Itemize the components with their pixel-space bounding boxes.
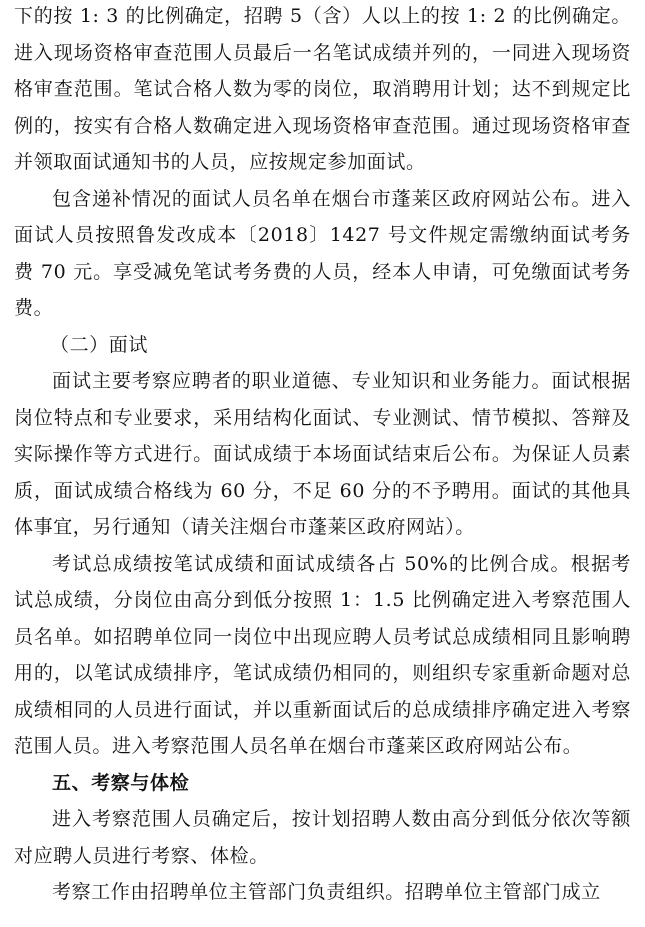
subheading-interview: （二）面试 <box>50 333 149 356</box>
paragraph-inspection-organization: 考察工作由招聘单位主管部门负责组织。招聘单位主管部门成立 <box>52 881 601 903</box>
section-heading-inspection: 五、考察与体检 <box>52 771 190 794</box>
paragraph-interview-content: 面试主要考察应聘者的职业道德、专业知识和业务能力。面试根据岗位特点和专业要求，采用结构化面试、专业测试、情节模拟、答辩及实际操作等方式进行。面试成绩于本场面试结束后公布。为保证人员素质，面试成绩合格线为 60 分，不足 60 分的不予聘用。面试的其他具体事宜，另行通知（请关注烟台市蓬莱区政府网站）。 <box>14 370 631 538</box>
paragraph-interview-list: 包含递补情况的面试人员名单在烟台市蓬莱区政府网站公布。进入面试人员按照鲁发改成本〔2018〕1427 号文件规定需缴纳面试考务费 70 元。享受减免笔试考务费的人员，经本人申请，可免缴面试考务费。 <box>14 187 631 319</box>
paragraph-total-score: 考试总成绩按笔试成绩和面试成绩各占 50%的比例合成。根据考试总成绩，分岗位由高分到低分按照 1：1.5 比例确定进入考察范围人员名单。如招聘单位同一岗位中出现应聘人员考试总成绩相同且影响聘用的，以笔试成绩排序，笔试成绩仍相同的，则组织专家重新命题对总成绩相同的人员进行面试，并以重新面试后的总成绩排序确定进入考察范围人员。进入考察范围人员名单在烟台市蓬莱区政府网站公布。 <box>14 552 631 757</box>
paragraph-inspection: 进入考察范围人员确定后，按计划招聘人数由高分到低分依次等额对应聘人员进行考察、体检。 <box>14 808 631 867</box>
paragraph-qualification-review: 下的按 1: 3 的比例确定，招聘 5（含）人以上的按 1: 2 的比例确定。进入现场资格审查范围人员最后一名笔试成绩并列的，一同进入现场资格审查范围。笔试合格人数为零的岗位，取消聘用计划；达不到规定比例的，按实有合格人数确定进入现场资格审查范围。通过现场资格审查并领取面试通知书的人员，应按规定参加面试。 <box>14 5 631 173</box>
